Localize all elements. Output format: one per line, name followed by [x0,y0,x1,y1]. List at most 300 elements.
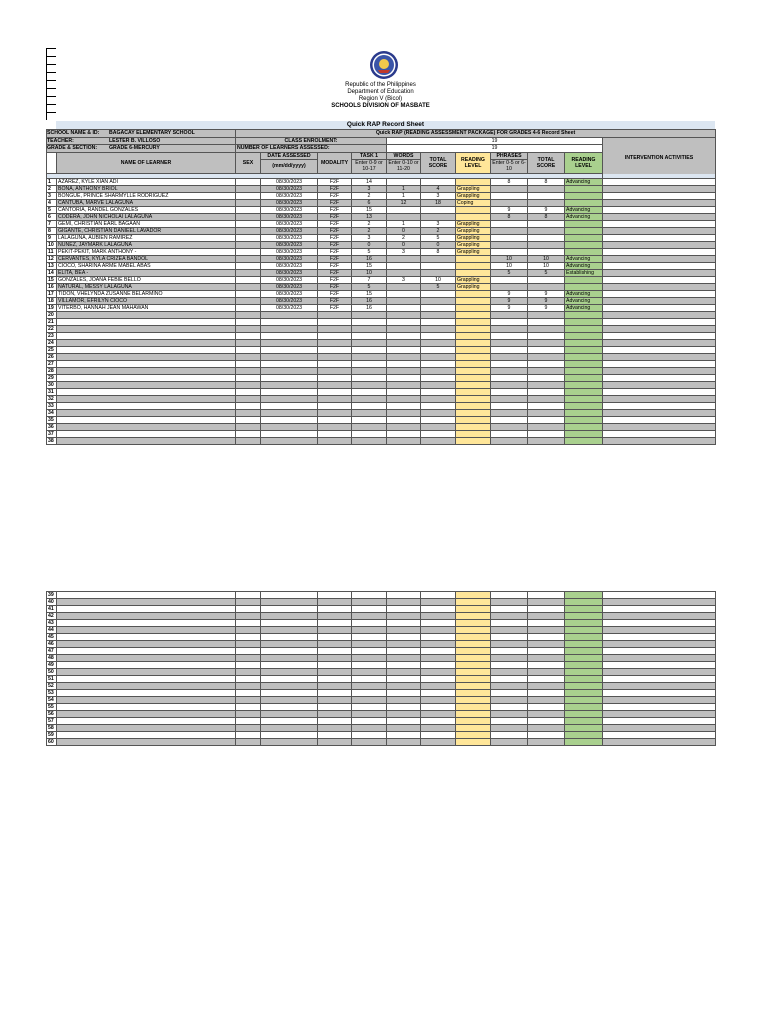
date-cell[interactable]: 08/30/2023 [261,185,318,192]
sex-cell[interactable] [236,409,261,416]
task1-cell[interactable] [352,634,387,641]
intervention-cell[interactable] [603,332,716,339]
sex-cell[interactable] [236,290,261,297]
date-cell[interactable] [261,437,318,444]
phrases-cell[interactable]: 9 [491,206,528,213]
words-cell[interactable] [387,599,421,606]
sex-cell[interactable] [236,648,261,655]
task1-cell[interactable] [352,732,387,739]
intervention-cell[interactable] [603,676,716,683]
date-cell[interactable] [261,648,318,655]
phrases-cell[interactable] [491,388,528,395]
modality-cell[interactable]: F2F [318,178,352,185]
words-cell[interactable] [387,395,421,402]
modality-cell[interactable] [318,325,352,332]
words-cell[interactable] [387,206,421,213]
sex-cell[interactable] [236,234,261,241]
modality-cell[interactable]: F2F [318,290,352,297]
words-cell[interactable] [387,620,421,627]
intervention-cell[interactable] [603,311,716,318]
date-cell[interactable] [261,669,318,676]
sex-cell[interactable] [236,213,261,220]
intervention-cell[interactable] [603,353,716,360]
sex-cell[interactable] [236,185,261,192]
sex-cell[interactable] [236,669,261,676]
modality-cell[interactable] [318,416,352,423]
sex-cell[interactable] [236,255,261,262]
words-cell[interactable] [387,634,421,641]
intervention-cell[interactable] [603,641,716,648]
task1-cell[interactable]: 3 [352,185,387,192]
words-cell[interactable] [387,367,421,374]
phrases-cell[interactable]: 9 [491,297,528,304]
intervention-cell[interactable] [603,178,716,185]
task1-cell[interactable] [352,725,387,732]
task1-cell[interactable] [352,430,387,437]
modality-cell[interactable] [318,641,352,648]
task1-cell[interactable] [352,437,387,444]
words-cell[interactable] [387,423,421,430]
sex-cell[interactable] [236,339,261,346]
phrases-cell[interactable]: 8 [491,213,528,220]
intervention-cell[interactable] [603,669,716,676]
task1-cell[interactable] [352,662,387,669]
phrases-cell[interactable] [491,641,528,648]
date-cell[interactable] [261,697,318,704]
date-cell[interactable] [261,704,318,711]
intervention-cell[interactable] [603,241,716,248]
modality-cell[interactable] [318,669,352,676]
learner-name[interactable]: BONA, ANTHONY BRIOL [57,185,236,192]
phrases-cell[interactable] [491,346,528,353]
words-cell[interactable] [387,430,421,437]
intervention-cell[interactable] [603,409,716,416]
learner-name[interactable]: NUNEZ, JAYMARK LALAGUNA [57,241,236,248]
modality-cell[interactable] [318,683,352,690]
date-cell[interactable] [261,416,318,423]
learner-name[interactable]: PEKIT-PEKIT, MARK ANTHONY - [57,248,236,255]
sex-cell[interactable] [236,192,261,199]
sex-cell[interactable] [236,592,261,599]
date-cell[interactable] [261,353,318,360]
sex-cell[interactable] [236,388,261,395]
words-cell[interactable]: 0 [387,227,421,234]
intervention-cell[interactable] [603,283,716,290]
learner-name[interactable] [57,718,236,725]
modality-cell[interactable] [318,360,352,367]
date-cell[interactable]: 08/30/2023 [261,192,318,199]
words-cell[interactable] [387,325,421,332]
task1-cell[interactable]: 16 [352,304,387,311]
sex-cell[interactable] [236,718,261,725]
phrases-cell[interactable] [491,199,528,206]
learner-name[interactable] [57,388,236,395]
date-cell[interactable] [261,395,318,402]
sex-cell[interactable] [236,704,261,711]
phrases-cell[interactable] [491,276,528,283]
learner-name[interactable] [57,311,236,318]
modality-cell[interactable] [318,332,352,339]
learner-name[interactable]: GIGANTE, CHRISTIAN DANIEEL LAVADOR [57,227,236,234]
phrases-cell[interactable] [491,683,528,690]
task1-cell[interactable]: 13 [352,213,387,220]
task1-cell[interactable] [352,311,387,318]
modality-cell[interactable]: F2F [318,213,352,220]
modality-cell[interactable] [318,613,352,620]
learner-name[interactable]: CANTORIA, RANDEL GONZALES [57,206,236,213]
modality-cell[interactable]: F2F [318,297,352,304]
phrases-cell[interactable]: 10 [491,255,528,262]
phrases-cell[interactable] [491,620,528,627]
date-cell[interactable] [261,599,318,606]
learner-name[interactable] [57,339,236,346]
modality-cell[interactable]: F2F [318,227,352,234]
intervention-cell[interactable] [603,613,716,620]
date-cell[interactable] [261,388,318,395]
date-cell[interactable] [261,739,318,746]
intervention-cell[interactable] [603,690,716,697]
phrases-cell[interactable] [491,360,528,367]
date-cell[interactable] [261,641,318,648]
task1-cell[interactable] [352,395,387,402]
phrases-cell[interactable] [491,248,528,255]
words-cell[interactable] [387,262,421,269]
intervention-cell[interactable] [603,388,716,395]
intervention-cell[interactable] [603,248,716,255]
sex-cell[interactable] [236,599,261,606]
modality-cell[interactable] [318,599,352,606]
intervention-cell[interactable] [603,367,716,374]
task1-cell[interactable] [352,711,387,718]
phrases-cell[interactable] [491,690,528,697]
modality-cell[interactable] [318,346,352,353]
date-cell[interactable] [261,627,318,634]
learner-name[interactable] [57,683,236,690]
intervention-cell[interactable] [603,402,716,409]
task1-cell[interactable] [352,627,387,634]
intervention-cell[interactable] [603,325,716,332]
date-cell[interactable] [261,367,318,374]
phrases-cell[interactable]: 9 [491,290,528,297]
task1-cell[interactable]: 2 [352,227,387,234]
learner-name[interactable] [57,613,236,620]
date-cell[interactable]: 08/30/2023 [261,269,318,276]
modality-cell[interactable] [318,374,352,381]
phrases-cell[interactable] [491,732,528,739]
phrases-cell[interactable] [491,704,528,711]
date-cell[interactable] [261,683,318,690]
task1-cell[interactable]: 7 [352,276,387,283]
phrases-cell[interactable] [491,725,528,732]
task1-cell[interactable] [352,346,387,353]
words-cell[interactable] [387,669,421,676]
modality-cell[interactable] [318,690,352,697]
modality-cell[interactable] [318,676,352,683]
task1-cell[interactable]: 15 [352,290,387,297]
date-cell[interactable] [261,409,318,416]
learner-name[interactable] [57,318,236,325]
intervention-cell[interactable] [603,718,716,725]
intervention-cell[interactable] [603,304,716,311]
learner-name[interactable] [57,634,236,641]
modality-cell[interactable]: F2F [318,248,352,255]
date-cell[interactable]: 08/30/2023 [261,227,318,234]
learner-name[interactable] [57,332,236,339]
sex-cell[interactable] [236,620,261,627]
sex-cell[interactable] [236,606,261,613]
intervention-cell[interactable] [603,620,716,627]
task1-cell[interactable]: 15 [352,206,387,213]
sex-cell[interactable] [236,423,261,430]
learner-name[interactable] [57,711,236,718]
learner-name[interactable] [57,430,236,437]
learner-name[interactable] [57,353,236,360]
date-cell[interactable]: 08/30/2023 [261,255,318,262]
sex-cell[interactable] [236,711,261,718]
learner-name[interactable] [57,641,236,648]
sex-cell[interactable] [236,241,261,248]
words-cell[interactable] [387,311,421,318]
learner-name[interactable] [57,725,236,732]
words-cell[interactable] [387,613,421,620]
words-cell[interactable] [387,592,421,599]
intervention-cell[interactable] [603,634,716,641]
task1-cell[interactable] [352,339,387,346]
words-cell[interactable] [387,732,421,739]
modality-cell[interactable] [318,725,352,732]
intervention-cell[interactable] [603,592,716,599]
learner-name[interactable] [57,346,236,353]
intervention-cell[interactable] [603,606,716,613]
modality-cell[interactable] [318,655,352,662]
words-cell[interactable] [387,332,421,339]
phrases-cell[interactable] [491,374,528,381]
modality-cell[interactable] [318,739,352,746]
learner-name[interactable]: AZAREZ, KYLE XIAN ADI [57,178,236,185]
words-cell[interactable] [387,381,421,388]
learner-name[interactable] [57,409,236,416]
words-cell[interactable] [387,648,421,655]
date-cell[interactable] [261,311,318,318]
phrases-cell[interactable] [491,185,528,192]
learner-name[interactable] [57,648,236,655]
learner-name[interactable] [57,381,236,388]
date-cell[interactable] [261,662,318,669]
date-cell[interactable] [261,690,318,697]
date-cell[interactable] [261,613,318,620]
intervention-cell[interactable] [603,704,716,711]
sex-cell[interactable] [236,318,261,325]
modality-cell[interactable] [318,697,352,704]
intervention-cell[interactable] [603,360,716,367]
learner-name[interactable] [57,592,236,599]
modality-cell[interactable] [318,620,352,627]
intervention-cell[interactable] [603,683,716,690]
task1-cell[interactable] [352,704,387,711]
date-cell[interactable]: 08/30/2023 [261,297,318,304]
phrases-cell[interactable] [491,634,528,641]
words-cell[interactable] [387,662,421,669]
sex-cell[interactable] [236,304,261,311]
learner-name[interactable] [57,416,236,423]
modality-cell[interactable] [318,437,352,444]
date-cell[interactable] [261,655,318,662]
modality-cell[interactable]: F2F [318,255,352,262]
modality-cell[interactable]: F2F [318,241,352,248]
date-cell[interactable] [261,606,318,613]
task1-cell[interactable] [352,599,387,606]
intervention-cell[interactable] [603,599,716,606]
task1-cell[interactable]: 2 [352,220,387,227]
task1-cell[interactable] [352,423,387,430]
assessed-value[interactable]: 19 [387,145,603,153]
learner-name[interactable]: TIDON, VHELYNDA ZUSANNE BELARMINO [57,290,236,297]
words-cell[interactable]: 3 [387,276,421,283]
words-cell[interactable] [387,388,421,395]
intervention-cell[interactable] [603,255,716,262]
intervention-cell[interactable] [603,199,716,206]
sex-cell[interactable] [236,374,261,381]
modality-cell[interactable]: F2F [318,283,352,290]
modality-cell[interactable]: F2F [318,206,352,213]
modality-cell[interactable] [318,367,352,374]
task1-cell[interactable] [352,606,387,613]
words-cell[interactable]: 2 [387,234,421,241]
intervention-cell[interactable] [603,227,716,234]
modality-cell[interactable] [318,627,352,634]
task1-cell[interactable] [352,416,387,423]
phrases-cell[interactable] [491,711,528,718]
date-cell[interactable] [261,732,318,739]
task1-cell[interactable] [352,318,387,325]
intervention-cell[interactable] [603,648,716,655]
words-cell[interactable] [387,353,421,360]
task1-cell[interactable]: 6 [352,199,387,206]
words-cell[interactable] [387,213,421,220]
words-cell[interactable] [387,655,421,662]
task1-cell[interactable] [352,402,387,409]
sex-cell[interactable] [236,395,261,402]
sex-cell[interactable] [236,248,261,255]
words-cell[interactable] [387,409,421,416]
phrases-cell[interactable] [491,676,528,683]
modality-cell[interactable] [318,339,352,346]
modality-cell[interactable] [318,381,352,388]
task1-cell[interactable]: 2 [352,192,387,199]
date-cell[interactable] [261,381,318,388]
task1-cell[interactable] [352,367,387,374]
intervention-cell[interactable] [603,346,716,353]
date-cell[interactable]: 08/30/2023 [261,276,318,283]
task1-cell[interactable] [352,683,387,690]
phrases-cell[interactable] [491,423,528,430]
words-cell[interactable]: 1 [387,185,421,192]
date-cell[interactable]: 08/30/2023 [261,290,318,297]
learner-name[interactable]: VITERBO, HANNAH JEAN MAHAWAN [57,304,236,311]
modality-cell[interactable] [318,648,352,655]
sex-cell[interactable] [236,655,261,662]
task1-cell[interactable] [352,676,387,683]
sex-cell[interactable] [236,402,261,409]
modality-cell[interactable] [318,311,352,318]
intervention-cell[interactable] [603,262,716,269]
modality-cell[interactable]: F2F [318,269,352,276]
words-cell[interactable]: 3 [387,248,421,255]
intervention-cell[interactable] [603,213,716,220]
sex-cell[interactable] [236,627,261,634]
date-cell[interactable]: 08/30/2023 [261,206,318,213]
words-cell[interactable] [387,290,421,297]
task1-cell[interactable] [352,381,387,388]
learner-name[interactable]: CODERA, JOHN NICHOLAI LALAGUNA [57,213,236,220]
phrases-cell[interactable] [491,318,528,325]
intervention-cell[interactable] [603,374,716,381]
task1-cell[interactable]: 3 [352,234,387,241]
intervention-cell[interactable] [603,423,716,430]
intervention-cell[interactable] [603,290,716,297]
phrases-cell[interactable] [491,339,528,346]
words-cell[interactable] [387,374,421,381]
date-cell[interactable] [261,620,318,627]
sex-cell[interactable] [236,311,261,318]
date-cell[interactable]: 08/30/2023 [261,199,318,206]
modality-cell[interactable] [318,430,352,437]
sex-cell[interactable] [236,725,261,732]
task1-cell[interactable] [352,325,387,332]
task1-cell[interactable] [352,374,387,381]
date-cell[interactable]: 08/30/2023 [261,304,318,311]
sex-cell[interactable] [236,430,261,437]
phrases-cell[interactable] [491,606,528,613]
modality-cell[interactable]: F2F [318,304,352,311]
phrases-cell[interactable] [491,613,528,620]
date-cell[interactable] [261,332,318,339]
sex-cell[interactable] [236,283,261,290]
date-cell[interactable] [261,346,318,353]
phrases-cell[interactable] [491,599,528,606]
words-cell[interactable] [387,704,421,711]
modality-cell[interactable] [318,402,352,409]
learner-name[interactable] [57,704,236,711]
task1-cell[interactable] [352,718,387,725]
task1-cell[interactable]: 10 [352,269,387,276]
sex-cell[interactable] [236,227,261,234]
phrases-cell[interactable] [491,409,528,416]
sex-cell[interactable] [236,437,261,444]
date-cell[interactable]: 08/30/2023 [261,248,318,255]
date-cell[interactable] [261,592,318,599]
sex-cell[interactable] [236,613,261,620]
learner-name[interactable] [57,662,236,669]
date-cell[interactable] [261,725,318,732]
phrases-cell[interactable]: 5 [491,269,528,276]
date-cell[interactable]: 08/30/2023 [261,262,318,269]
date-cell[interactable] [261,718,318,725]
sex-cell[interactable] [236,367,261,374]
words-cell[interactable] [387,683,421,690]
sex-cell[interactable] [236,739,261,746]
date-cell[interactable] [261,711,318,718]
words-cell[interactable] [387,346,421,353]
phrases-cell[interactable] [491,402,528,409]
phrases-cell[interactable] [491,241,528,248]
learner-name[interactable] [57,739,236,746]
sex-cell[interactable] [236,360,261,367]
sex-cell[interactable] [236,732,261,739]
words-cell[interactable] [387,627,421,634]
words-cell[interactable] [387,437,421,444]
phrases-cell[interactable] [491,655,528,662]
